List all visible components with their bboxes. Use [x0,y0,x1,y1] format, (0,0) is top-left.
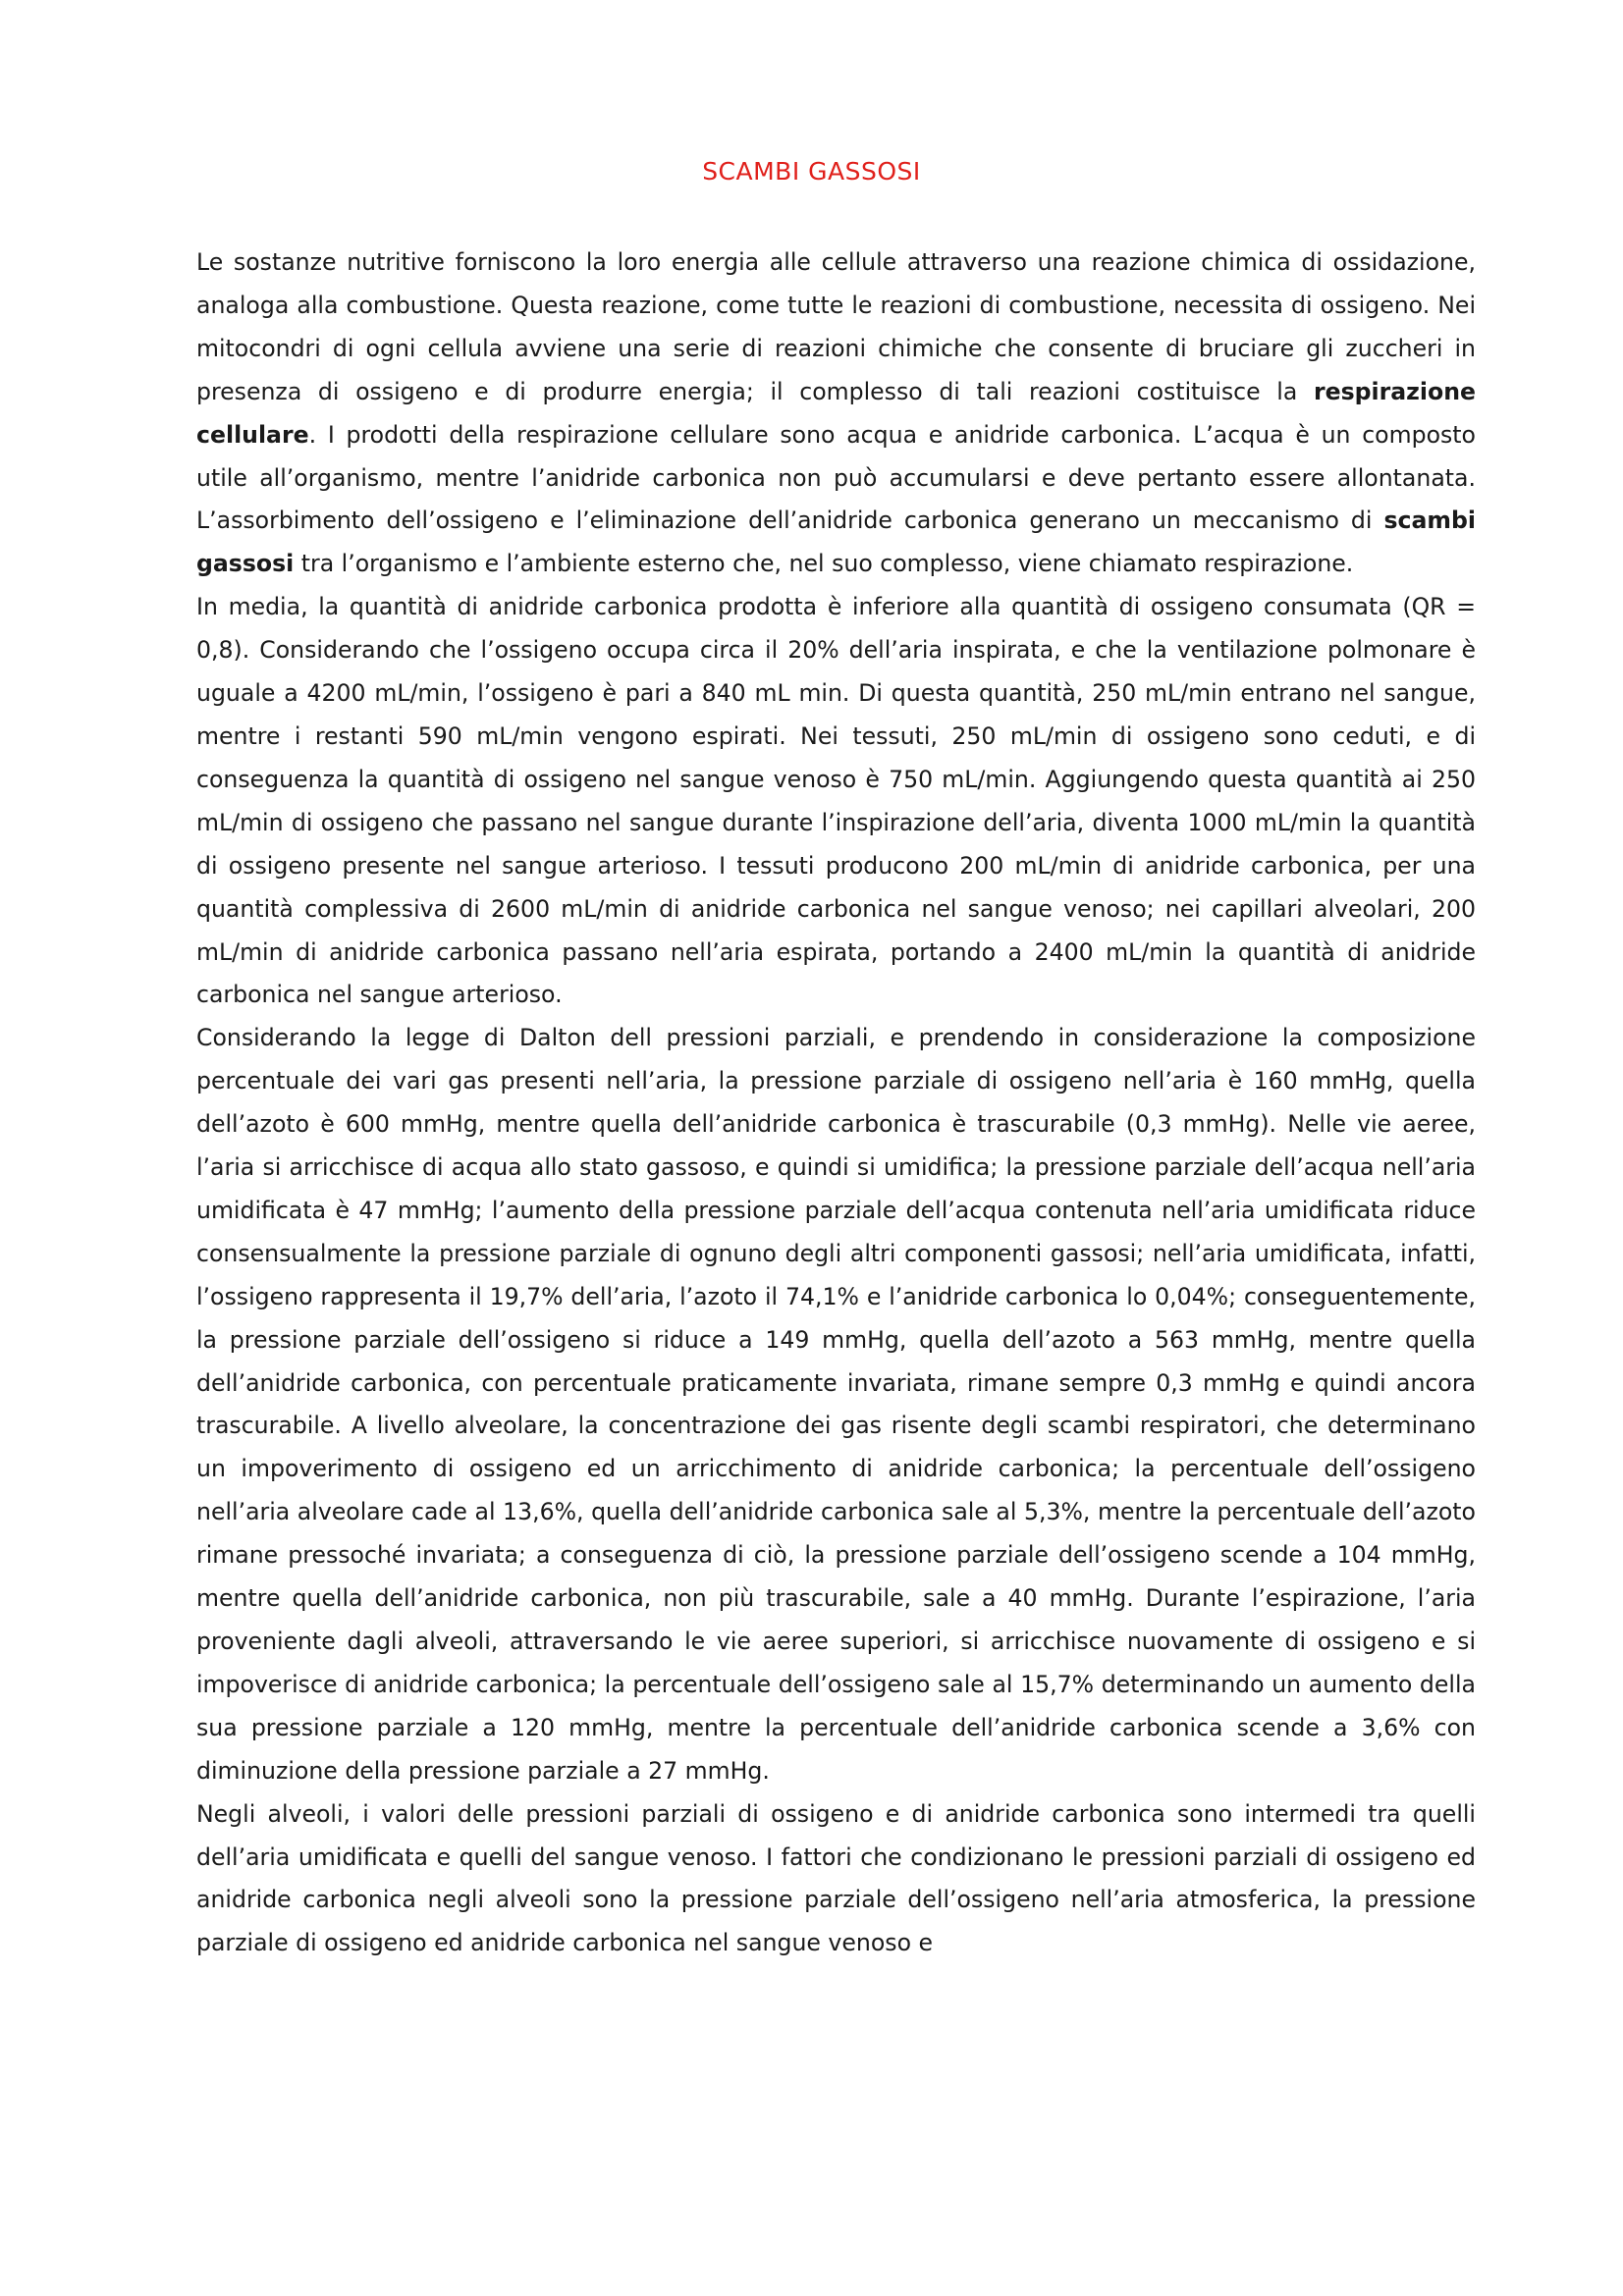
document-body [196,241,1476,1965]
paragraph-3-text: Considerando la legge di Dalton dell pressioni parziali, e prendendo in considerazione la composizione percentuale dei vari gas presenti nell’aria, la pressione parziale di ossigeno nell’aria è 160 mmHg, quella dell’azoto è 600 mmHg, mentre quella dell’anidride carbonica è trascurabile (0,3 mmHg). Nelle vie aeree, l’aria si arricchisce di acqua allo stato gassoso, e quindi si umidifica; la pressione parziale dell’acqua nell’aria umidificata è 47 mmHg; l’aumento della pressione parziale dell’acqua contenuta nell’aria umidificata riduce consensualmente la pressione parziale di ognuno degli altri componenti gassosi; nell’aria umidificata, infatti, l’ossigeno rappresenta il 19,7% dell’aria, l’azoto il 74,1% e l’anidride carbonica lo 0,04%; conseguentemente, la pressione parziale dell’ossigeno si riduce a 149 mmHg, quella dell’azoto a 563 mmHg, mentre quella dell’anidride carbonica, con percentuale praticamente invariata, rimane sempre 0,3 mmHg e quindi ancora trascurabile. A livello alveolare, la concentrazione dei gas risente degli scambi respiratori, che determinano un impoverimento di ossigeno ed un arricchimento di anidride carbonica; la percentuale dell’ossigeno nell’aria alveolare cade al 13,6%, quella dell’anidride carbonica sale al 5,3%, mentre la percentuale dell’azoto rimane pressoché invariata; a conseguenza di ciò, la pressione parziale dell’ossigeno scende a 104 mmHg, mentre quella dell’anidride carbonica, non più trascurabile, sale a 40 mmHg. Durante l’espirazione, l’aria proveniente dagli alveoli, attraversando le vie aeree superiori, si arricchisce nuovamente di ossigeno e si impoverisce di anidride carbonica; la percentuale dell’ossigeno sale al 15,7% determinando un aumento della sua pressione parziale a 120 mmHg, mentre la percentuale dell’anidride carbonica scende a 3,6% con diminuzione della pressione parziale a 27 mmHg. [196,1024,1476,1785]
paragraph-2 [196,586,1476,1017]
paragraph-2-text: In media, la quantità di anidride carbonica prodotta è inferiore alla quantità di ossigeno consumata (QR = 0,8). Considerando che l’ossigeno occupa circa il 20% dell’aria inspirata, e che la ventilazione polmonare è uguale a 4200 mL/min, l’ossigeno è pari a 840 mL min. Di questa quantità, 250 mL/min entrano nel sangue, mentre i restanti 590 mL/min vengono espirati. Nei tessuti, 250 mL/min di ossigeno sono ceduti, e di conseguenza la quantità di ossigeno nel sangue venoso è 750 mL/min. Aggiungendo questa quantità ai 250 mL/min di ossigeno che passano nel sangue durante l’inspirazione dell’aria, diventa 1000 mL/min la quantità di ossigeno presente nel sangue arterioso. I tessuti producono 200 mL/min di anidride carbonica, per una quantità complessiva di 2600 mL/min di anidride carbonica nel sangue venoso; nei capillari alveolari, 200 mL/min di anidride carbonica passano nell’aria espirata, portando a 2400 mL/min la quantità di anidride carbonica nel sangue arterioso. [196,593,1476,1009]
paragraph-1-text-3: tra l’organismo e l’ambiente esterno che, nel suo complesso, viene chiamato respirazione. [294,550,1354,578]
term-scambi-gassosi: scambi gassosi [196,507,1476,578]
paragraph-1-text-2: . I prodotti della respirazione cellulare sono acqua e anidride carbonica. L’acqua è un composto utile all’organismo, mentre l’anidride carbonica non può accumularsi e deve pertanto essere allontanata. L’assorbimento dell’ossigeno e l’eliminazione dell’anidride carbonica generano un meccanismo di [196,420,1476,535]
paragraph-1-text-1: Le sostanze nutritive forniscono la loro energia alle cellule attraverso una reazione chimica di ossidazione, analoga alla combustione. Questa reazione, come tutte le reazioni di combustione, necessita di ossigeno. Nei mitocondri di ogni cellula avviene una serie di reazioni chimiche che consente di bruciare gli zuccheri in presenza di ossigeno e di produrre energia; il complesso di tali reazioni costituisce la [196,248,1476,405]
paragraph-3 [196,1017,1476,1792]
term-respirazione-cellulare: respirazione cellulare [196,377,1476,449]
paragraph-1 [196,241,1476,586]
paragraph-4 [196,1793,1476,1966]
paragraph-4-text: Negli alveoli, i valori delle pressioni parziali di ossigeno e di anidride carbonica sono intermedi tra quelli dell’aria umidificata e quelli del sangue venoso. I fattori che condizionano le pressioni parziali di ossigeno ed anidride carbonica negli alveoli sono la pressione parziale dell’ossigeno nell’aria atmosferica, la pressione parziale di ossigeno ed anidride carbonica nel sangue venoso e [196,1799,1476,1957]
document-title: SCAMBI GASSOSI [702,157,921,186]
